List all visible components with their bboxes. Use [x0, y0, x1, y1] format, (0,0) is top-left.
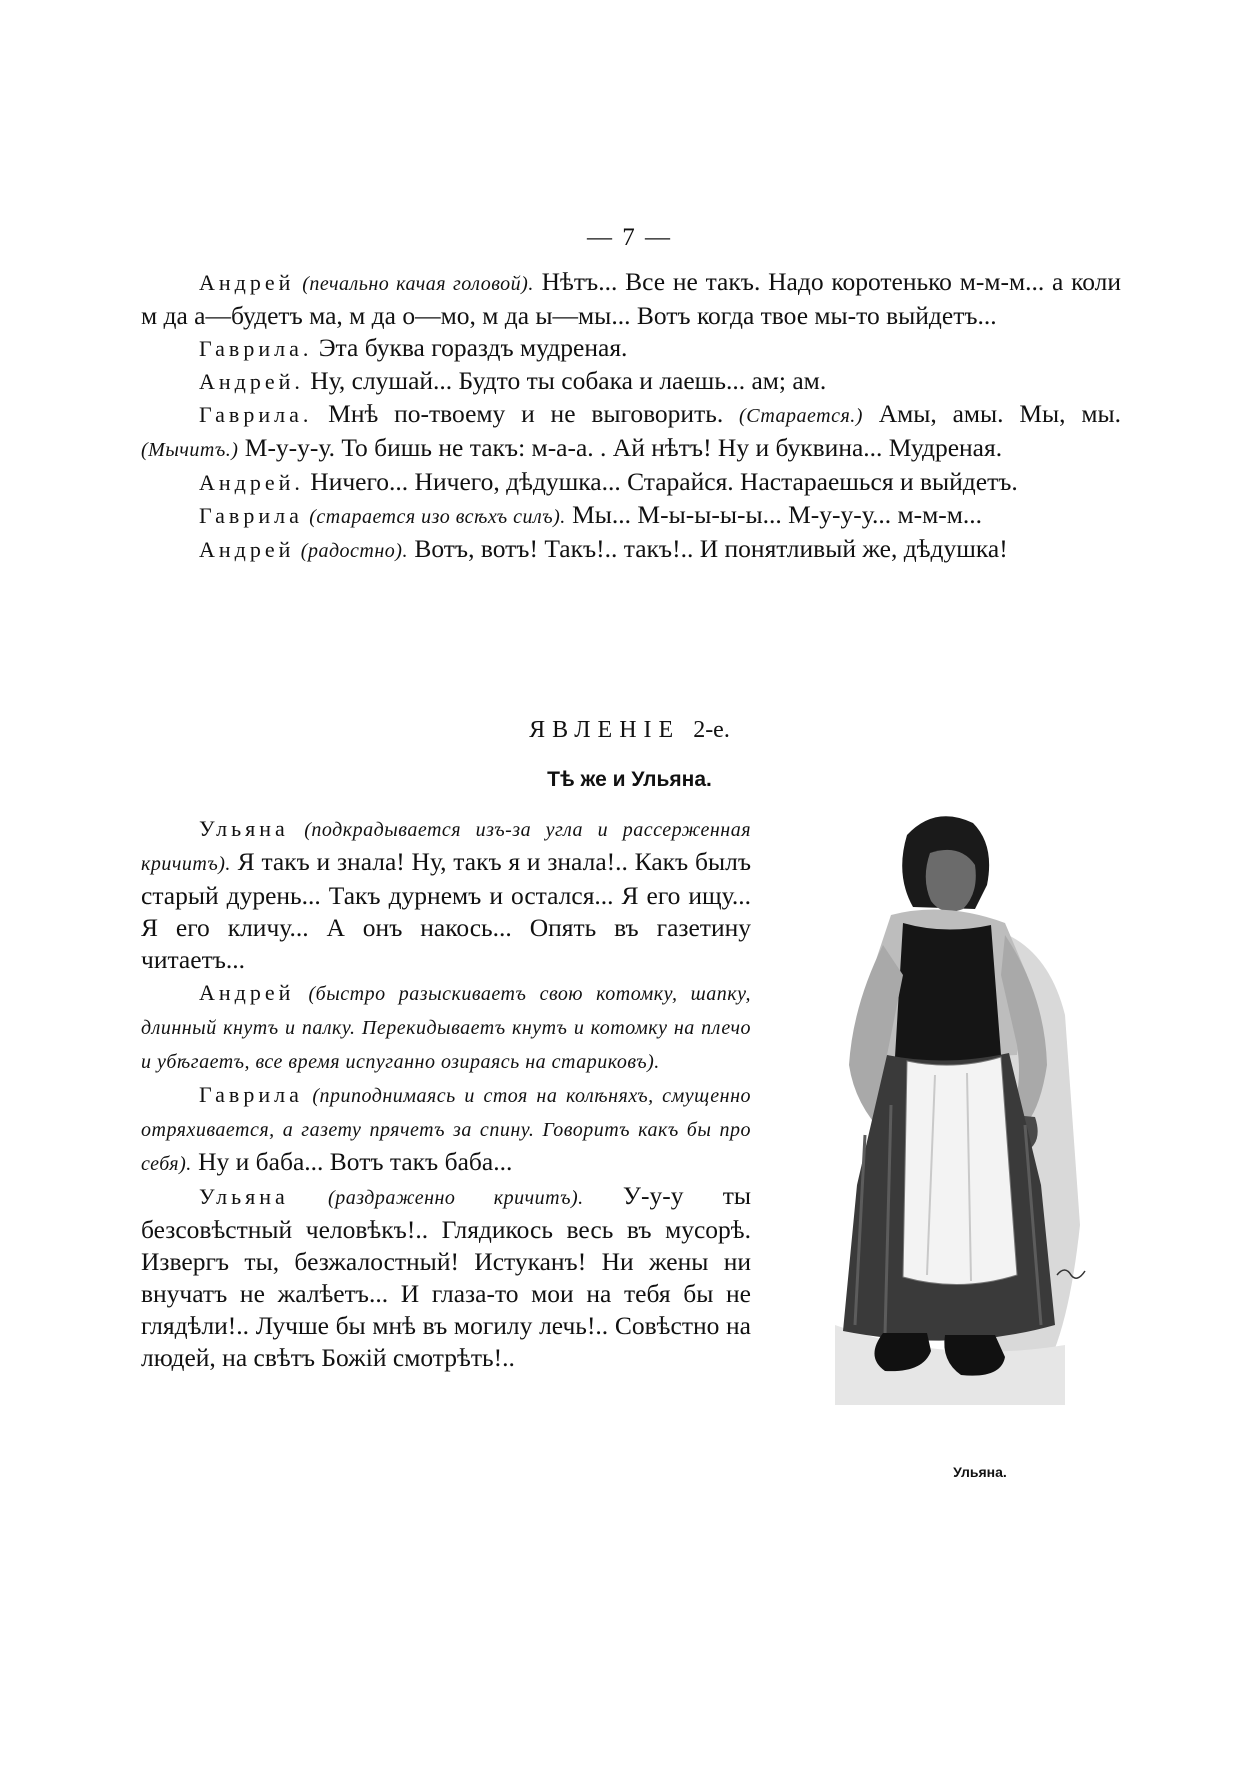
scene-number: 2-е.: [693, 717, 730, 743]
speaker-name: Андрей.: [199, 369, 304, 394]
line-text: Вотъ, вотъ! Такъ!.. такъ!.. И понятливый же, дѣдушка!: [407, 534, 1008, 563]
speaker-name: Андрей.: [199, 470, 304, 495]
dialogue-bottom: [141, 812, 751, 1374]
dialogue-line: [141, 398, 1121, 466]
stage-direction: (Мычитъ.): [141, 439, 239, 461]
illustration-caption: Ульяна.: [953, 1464, 1007, 1480]
speaker-name: Гаврила: [199, 1082, 303, 1107]
speaker-name: Андрей: [199, 537, 295, 562]
line-text: М-у-у-у. То бишь не такъ: м-а-а. . Ай нѣтъ! Ну и буквина... Мудреная.: [238, 433, 1003, 462]
stage-direction: (радостно).: [300, 540, 408, 562]
dialogue-line: [141, 266, 1121, 332]
dialogue-line: [141, 812, 751, 976]
dialogue-line: [141, 1078, 751, 1180]
scene-cast: Тѣ же и Ульяна.: [547, 768, 712, 791]
old-woman-illustration: [795, 805, 1095, 1425]
line-text: Мы... М-ы-ы-ы-ы... М-у-у-у... м-м-м...: [565, 500, 982, 529]
line-text: Ну, слушай... Будто ты собака и лаешь... ам; ам.: [303, 366, 827, 395]
dialogue-line: [141, 332, 1121, 365]
speaker-name: Гаврила.: [199, 336, 313, 361]
speaker-name: Гаврила: [199, 503, 303, 528]
dialogue-line: [141, 976, 751, 1078]
line-text: Эта буква гораздъ мудреная.: [312, 333, 628, 362]
speaker-name: Гаврила.: [199, 402, 313, 427]
dialogue-line: [141, 365, 1121, 398]
line-text: Я такъ и знала! Ну, такъ я и знала!.. Какъ былъ старый дурень... Такъ дурнемъ и остался... Я его ищу... Я его кличу... А онъ накось... Опять въ газетину читаетъ...: [141, 847, 751, 974]
dialogue-line: [141, 533, 1121, 567]
line-text: Ничего... Ничего, дѣдушка... Старайся. Настараешься и выйдетъ.: [303, 467, 1018, 496]
line-text: У-у-у ты безсовѣстный человѣкъ!.. Глядикось весь въ мусорѣ. Извергъ ты, безжалостный! Истуканъ! Ни жены ни внучатъ не жалѣетъ... И глаза-то мои на тебя бы не глядѣли!.. Лучше бы мнѣ въ могилу лечь!.. Совѣстно на людей, на свѣтъ Божій смотрѣть!..: [141, 1181, 751, 1372]
dialogue-line: [141, 466, 1121, 499]
stage-direction: (подкрадывается изъ-за угла и рассерженная кричитъ).: [141, 819, 752, 875]
speaker-name: Ульяна: [199, 816, 289, 841]
stage-direction: (быстро разыскиваетъ свою котомку, шапку, длинный кнутъ и палку. Перекидываетъ кнутъ и котомку на плечо и убѣгаетъ, все время испуганно озираясь на стариковъ).: [141, 983, 752, 1073]
line-text: Мнѣ по-твоему и не выговорить.: [312, 399, 724, 428]
page-number: — 7 —: [587, 224, 672, 251]
speaker-name: Андрей: [199, 980, 295, 1005]
dialogue-line: [141, 499, 1121, 533]
illustration-old-woman: [795, 805, 1095, 1425]
scene-title: ЯВЛЕНІЕ: [529, 717, 681, 743]
dialogue-line: [141, 1180, 751, 1374]
line-text: Ну и баба... Вотъ такъ баба...: [191, 1147, 513, 1176]
speaker-name: Ульяна: [199, 1184, 289, 1209]
stage-direction: (раздраженно кричитъ).: [328, 1187, 584, 1209]
stage-direction: (печально качая головой).: [302, 273, 534, 295]
dialogue-top: [141, 266, 1121, 567]
speaker-name: Андрей: [199, 270, 295, 295]
stage-direction: (приподнимаясь и стоя на колѣняхъ, смущенно отряхивается, а газету прячетъ за спину. Говоритъ какъ бы про себя).: [141, 1085, 751, 1175]
stage-direction: (старается изо всѣхъ силъ).: [309, 506, 566, 528]
line-text: Нѣтъ... Все не такъ. Надо коротенько м-м-м... а коли м да а—будетъ ма, м да о—мо, м да ы—мы... Вотъ когда твое мы-то выйдетъ...: [141, 267, 1121, 330]
stage-direction: (Старается.): [739, 405, 863, 427]
scene-heading: [0, 717, 1259, 744]
line-text: Амы, амы. Мы, мы.: [862, 399, 1121, 428]
